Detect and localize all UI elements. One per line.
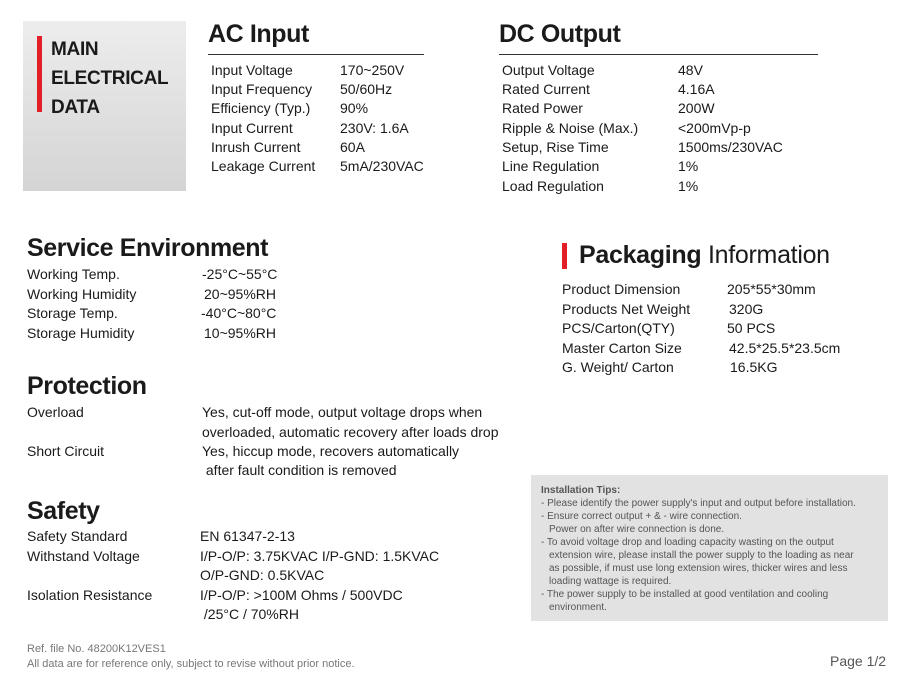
tip-line: loading wattage is required. [549,576,672,587]
row-value: 1% [678,178,699,194]
ref-file-number: Ref. file No. 48200K12VES1 [27,643,166,655]
row-value: 1% [678,158,699,174]
row-label: Inrush Current [211,139,301,155]
tip-line: extension wire, please install the power supply to the loading as near [549,550,854,561]
row-label: Storage Humidity [27,325,135,341]
row-value: 10~95%RH [204,325,276,341]
row-label: Overload [27,404,84,420]
dc-output-table [502,62,842,202]
row-label: Rated Current [502,81,590,97]
tip-line: as possible, if must use long extension wires, thicker wires and less [549,563,848,574]
row-value: -40°C~80°C [201,305,277,321]
row-value: after fault condition is removed [202,462,397,478]
row-value: O/P-GND: 0.5KVAC [200,567,325,583]
main-box-line: DATA [51,97,100,118]
main-box-title [51,35,168,122]
row-value: I/P-O/P: 3.75KVAC I/P-GND: 1.5KVAC [200,548,440,564]
row-value: 200W [678,100,715,116]
row-label: Master Carton Size [562,340,682,356]
row-value: EN 61347-2-13 [200,528,295,544]
row-value: overloaded, automatic recovery after loads drop [202,424,499,440]
row-value: I/P-O/P: >100M Ohms / 500VDC [200,587,403,603]
row-value: 1500ms/230VAC [678,139,783,155]
row-label: Storage Temp. [27,305,118,321]
safety-table [27,528,527,628]
page-number: Page 1/2 [830,653,887,669]
tip-line: - Please identify the power supply's input and output before installation. [541,498,856,509]
tip-line: Power on after wire connection is done. [549,524,725,535]
service-environment-table [27,266,327,346]
dc-output-underline [499,54,818,55]
safety-title: Safety [27,497,100,525]
row-value: 60A [340,139,365,155]
row-label: Load Regulation [502,178,604,194]
ac-input-title: AC Input [208,20,309,48]
protection-title: Protection [27,372,147,400]
row-label: Short Circuit [27,443,105,459]
row-value: 48V [678,62,703,78]
row-label: PCS/Carton(QTY) [562,320,675,336]
row-label: Working Temp. [27,266,120,282]
tip-line: - The power supply to be installed at good ventilation and cooling [541,589,829,600]
packaging-title-rest: Information [708,241,830,269]
row-label: Safety Standard [27,528,128,544]
row-label: Efficiency (Typ.) [211,100,311,116]
row-label: Input Frequency [211,81,313,97]
row-value: 205*55*30mm [727,281,816,297]
row-value: 20~95%RH [204,286,276,302]
row-label: Working Humidity [27,286,137,302]
main-electrical-data-box [23,21,186,191]
accent-bar [37,36,42,112]
row-value: 90% [340,100,369,116]
tip-line: - Ensure correct output + & - wire connection. [541,511,742,522]
packaging-table [562,281,882,381]
main-box-line: MAIN [51,39,99,60]
installation-tips-box [531,475,888,621]
tip-line: environment. [549,602,607,613]
row-label: Withstand Voltage [27,548,140,564]
row-label: G. Weight/ Carton [562,359,674,375]
packaging-title-bold: Packaging [579,241,702,269]
row-value: 5mA/230VAC [340,158,424,174]
installation-tips-title: Installation Tips: [541,485,621,496]
row-label: Ripple & Noise (Max.) [502,120,639,136]
row-value: 230V: 1.6A [340,120,409,136]
packaging-title [579,241,830,270]
row-value: /25°C / 70%RH [200,606,299,622]
ac-input-underline [208,54,424,55]
service-environment-title: Service Environment [27,234,269,262]
row-label: Input Voltage [211,62,293,78]
row-value: -25°C~55°C [202,266,278,282]
row-label: Setup, Rise Time [502,139,609,155]
tip-line: - To avoid voltage drop and loading capacity wasting on the output [541,537,834,548]
ac-input-table [211,62,501,182]
row-label: Products Net Weight [562,301,691,317]
protection-table [27,404,527,484]
row-value: 42.5*25.5*23.5cm [729,340,841,356]
row-label: Rated Power [502,100,583,116]
row-value: 16.5KG [730,359,778,375]
row-label: Leakage Current [211,158,316,174]
footer-notice: All data are for reference only, subject to revise without prior notice. [27,658,355,670]
row-value: 50 PCS [727,320,776,336]
row-value: 50/60Hz [340,81,393,97]
row-value: Yes, cut-off mode, output voltage drops when [202,404,483,420]
row-value: 320G [729,301,764,317]
dc-output-title: DC Output [499,20,621,48]
row-label: Isolation Resistance [27,587,153,603]
row-value: Yes, hiccup mode, recovers automatically [202,443,460,459]
row-value: 170~250V [340,62,405,78]
packaging-accent-bar [562,243,567,269]
row-value: 4.16A [678,81,715,97]
row-label: Input Current [211,120,293,136]
main-box-line: ELECTRICAL [51,68,169,89]
row-label: Line Regulation [502,158,600,174]
row-label: Product Dimension [562,281,681,297]
row-value: <200mVp-p [678,120,751,136]
row-label: Output Voltage [502,62,595,78]
